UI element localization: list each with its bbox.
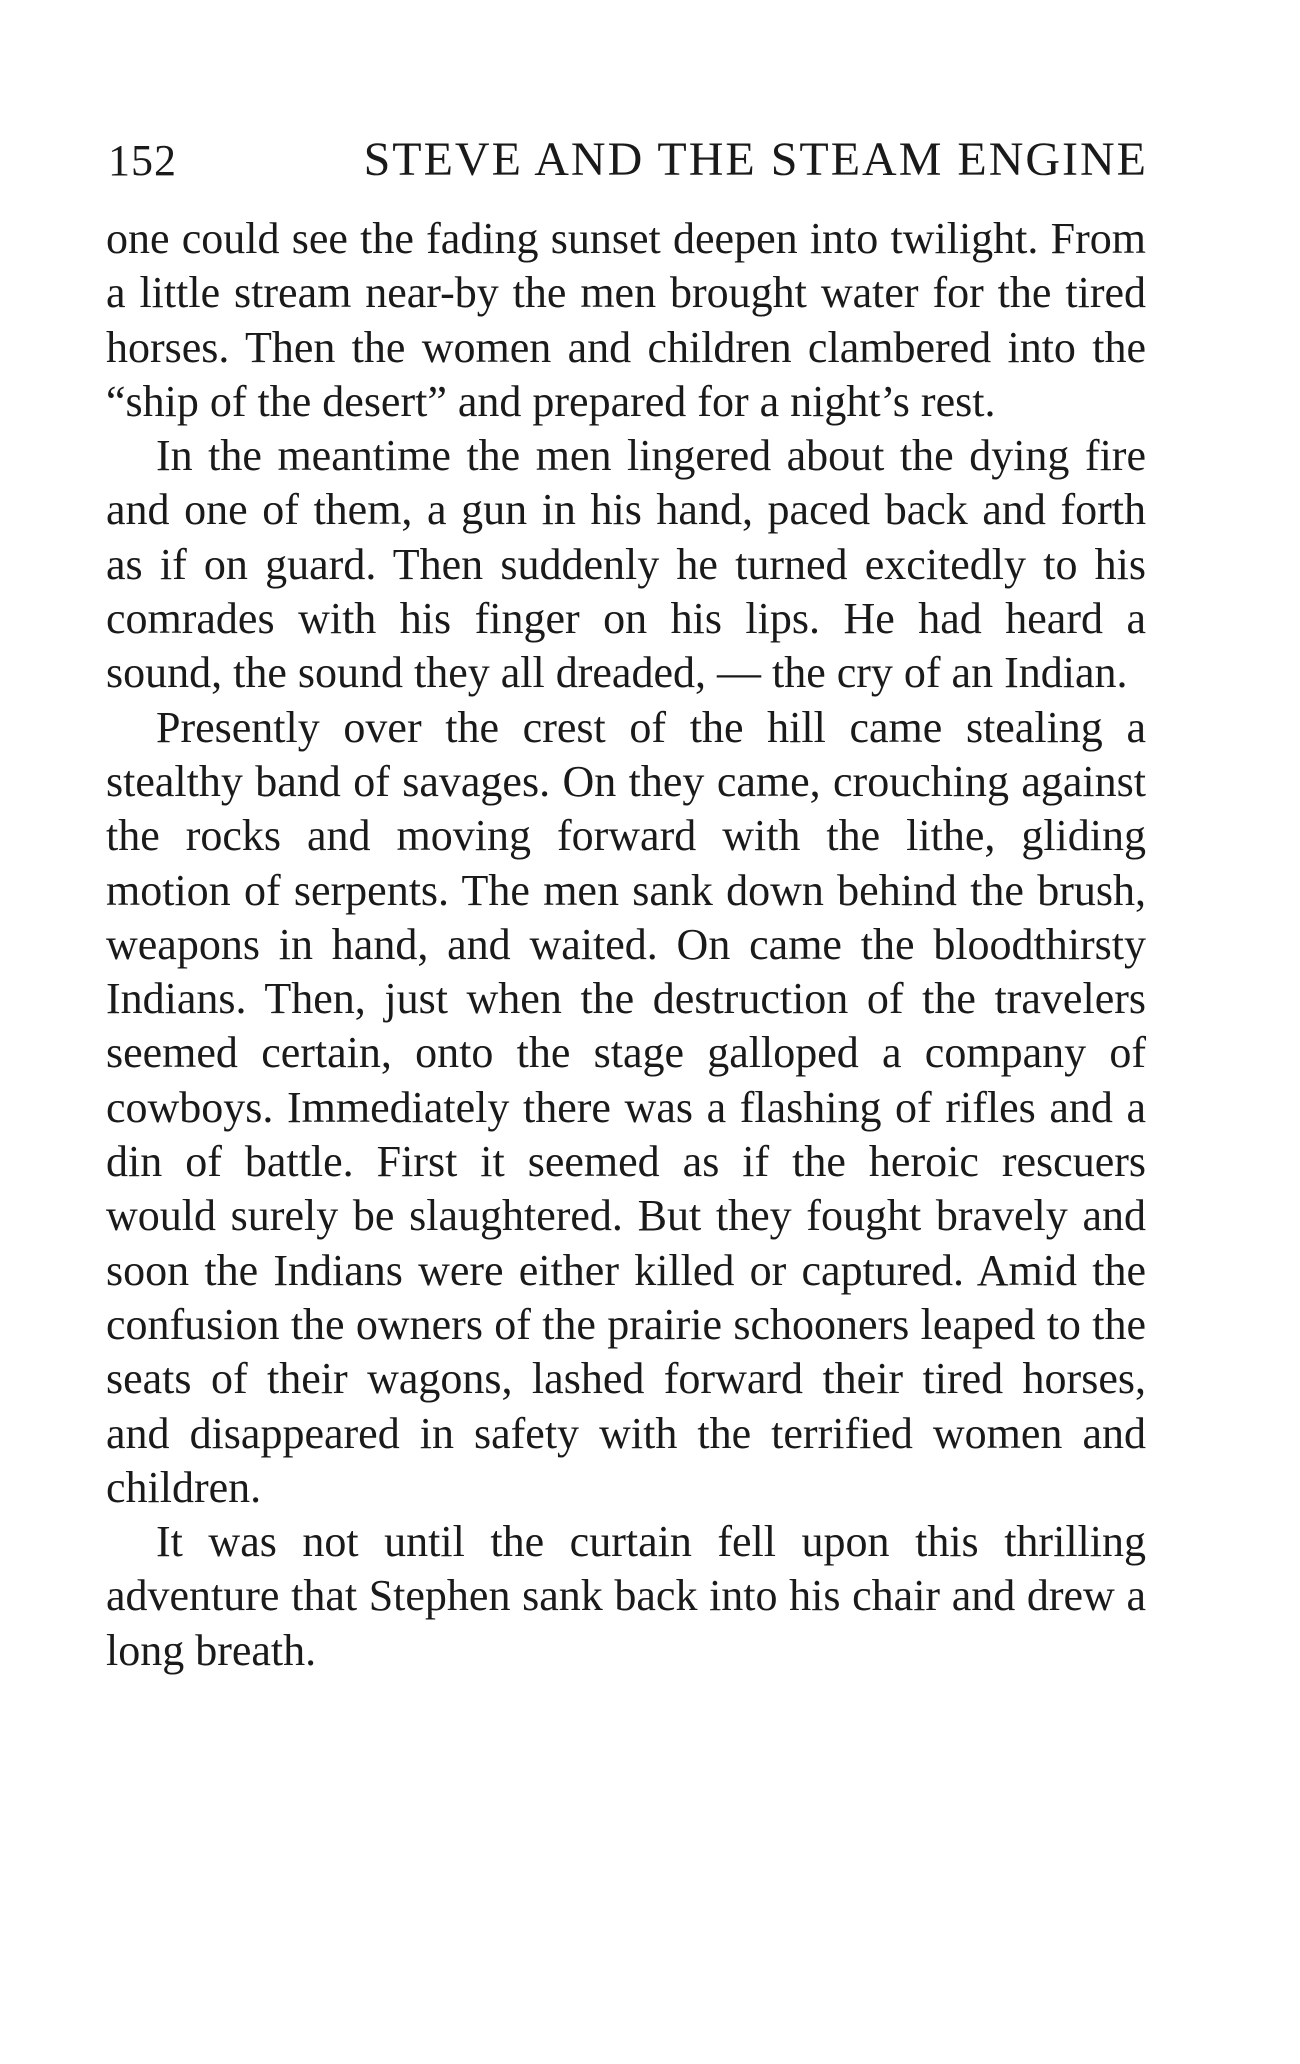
page-header xyxy=(108,132,1148,196)
page-number: 152 xyxy=(108,136,177,185)
paragraph-4: It was not until the curtain fell upon this thrilling adventure that Stephen sank back into his chair and drew a long breath. xyxy=(106,1517,1146,1675)
paragraph-3: Presently over the crest of the hill came stealing a stealthy band of savages. On they came, crouching against the rocks and moving forward with the lithe, gliding motion of serpents. The men sank down behind the brush, weapons in hand, and waited. On came the bloodthirsty Indians. Then, just when the destruction of the travelers seemed certain, onto the stage galloped a company of cowboys. Immediately there was a flashing of rifles and a din of battle. First it seemed as if the heroic rescuers would surely be slaughtered. But they fought bravely and soon the Indians were either killed or captured. Amid the confusion the owners of the prairie schooners leaped to the seats of their wagons, lashed forward their tired horses, and disappeared in safety with the terrified women and children. xyxy=(106,702,1146,1512)
running-title: STEVE AND THE STEAM ENGINE xyxy=(363,133,1148,186)
paragraph-1: one could see the fading sunset deepen into twilight. From a little stream near-by the men brought water for the tired horses. Then the women and children clambered into the “ship of the desert” and prepared for a night’s rest. xyxy=(106,214,1146,426)
body-text xyxy=(106,212,1146,1678)
paragraph-2: In the meantime the men lingered about the dying fire and one of them, a gun in his hand, paced back and forth as if on guard. Then suddenly he turned excitedly to his comrades with his finger on his lips. He had heard a sound, the sound they all dreaded, — the cry of an Indian. xyxy=(106,431,1146,698)
